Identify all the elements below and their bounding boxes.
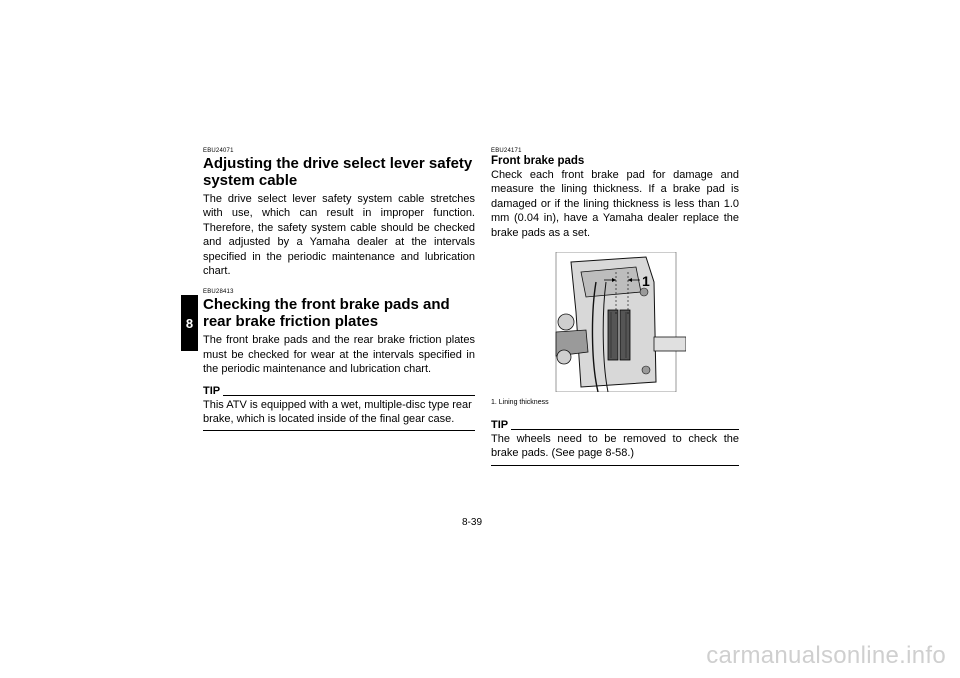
tip-rule (223, 395, 475, 396)
section-drive-select-cable (203, 148, 475, 278)
section-brake-pads-plates (203, 289, 475, 376)
tip-text: The wheels need to be removed to check the brake pads. (See page 8-58.) (491, 433, 739, 460)
chapter-tab (181, 295, 198, 351)
tip-end-rule (203, 430, 475, 431)
tip-header (203, 385, 475, 398)
chapter-number: 8 (185, 315, 194, 331)
tip-box (491, 419, 739, 466)
tip-end-rule (491, 465, 739, 466)
figure-caption: 1. Lining thickness (491, 399, 549, 407)
section-front-brake-pads (491, 148, 739, 240)
left-column (203, 148, 475, 431)
section-heading: Front brake pads (491, 155, 585, 167)
tip-box (203, 385, 475, 432)
section-heading: Checking the front brake pads and rear brake friction plates (203, 296, 450, 331)
section-body: The front brake pads and the rear brake friction plates must be checked for wear at the intervals specified in the periodic maintenance and lubrication chart. (203, 334, 475, 376)
page-number: 8-39 (462, 517, 483, 528)
watermark: carmanualsonline.info (706, 642, 946, 669)
tip-label: TIP (203, 384, 221, 397)
brake-pad-illustration (536, 252, 686, 392)
right-column (491, 148, 739, 466)
section-code: EBU24071 (203, 148, 234, 154)
section-code: EBU24171 (491, 148, 522, 154)
tip-rule (511, 429, 739, 430)
section-body: Check each front brake pad for damage and measure the lining thickness. If a brake pad is damaged or if the lining thickness is less than 1.0 mm (0.04 in), have a Yamaha dealer replace the brake pads as a set. (491, 169, 739, 239)
section-code: EBU28413 (203, 289, 234, 296)
figure-callout: 1 (642, 273, 650, 290)
brake-caliper-drawing (536, 252, 686, 392)
tip-label: TIP (491, 419, 509, 432)
section-heading: Adjusting the drive select lever safety system cable (203, 155, 473, 189)
tip-text: This ATV is equipped with a wet, multiple-disc type rear brake, which is located inside of the final gear case. (203, 398, 472, 426)
section-body: The drive select lever safety system cable stretches with use, which can result in improper function. Therefore, the safety system cable should be checked and adjusted by a Yamaha dealer at the intervals specified in the periodic maintenance and lubrication chart. (203, 193, 475, 278)
tip-header (491, 419, 739, 432)
